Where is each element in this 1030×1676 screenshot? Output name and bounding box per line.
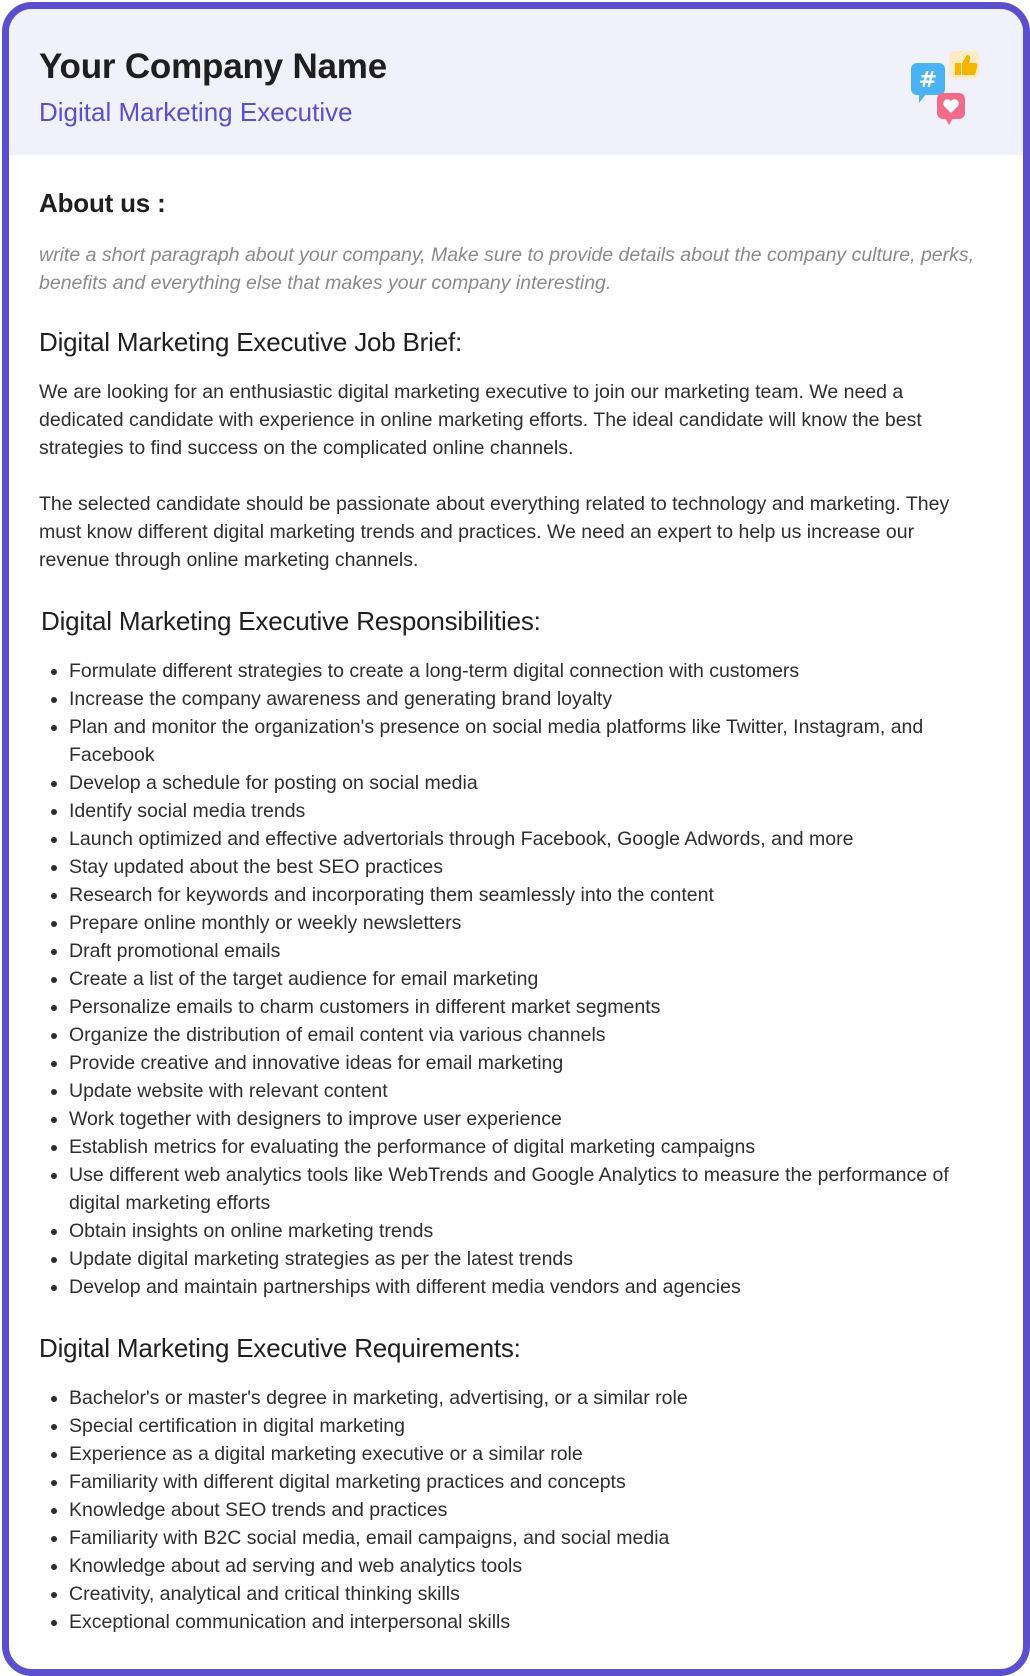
- list-item: • Create a list of the target audience for email marketing: [69, 965, 987, 993]
- svg-text:#: #: [918, 68, 938, 93]
- list-item: • Establish metrics for evaluating the performance of digital marketing campaigns: [69, 1133, 987, 1161]
- list-item: • Knowledge about ad serving and web analytics tools: [69, 1552, 987, 1580]
- job-brief-paragraph: We are looking for an enthusiastic digital marketing executive to join our marketing team. We need a dedicated candidate with experience in online marketing efforts. The ideal candidate will know the best strategies to find success on the complicated online channels.: [39, 381, 922, 459]
- list-item: • Bachelor's or master's degree in marketing, advertising, or a similar role: [69, 1384, 987, 1412]
- list-item: • Experience as a digital marketing executive or a similar role: [69, 1440, 987, 1468]
- list-item: • Develop and maintain partnerships with different media vendors and agencies: [69, 1273, 987, 1301]
- list-item: • Obtain insights on online marketing trends: [69, 1217, 987, 1245]
- list-item: • Formulate different strategies to create a long-term digital connection with customers: [69, 657, 987, 685]
- list-item: • Research for keywords and incorporating them seamlessly into the content: [69, 881, 987, 909]
- content: [9, 155, 1023, 1636]
- list-item: • Launch optimized and effective advertorials through Facebook, Google Adwords, and more: [69, 825, 987, 853]
- list-item: • Personalize emails to charm customers in different market segments: [69, 993, 987, 1021]
- responsibilities-list: [39, 657, 987, 1301]
- about-heading: About us :: [39, 188, 166, 218]
- company-name: Your Company Name: [39, 47, 387, 86]
- list-item: • Knowledge about SEO trends and practices: [69, 1496, 987, 1524]
- list-item: • Work together with designers to improve user experience: [69, 1105, 987, 1133]
- social-media-icon: [905, 43, 995, 133]
- list-item: • Use different web analytics tools like WebTrends and Google Analytics to measure the performance of digital marketing efforts: [69, 1161, 987, 1217]
- list-item: • Stay updated about the best SEO practices: [69, 853, 987, 881]
- list-item: • Familiarity with different digital marketing practices and concepts: [69, 1468, 987, 1496]
- list-item: • Familiarity with B2C social media, email campaigns, and social media: [69, 1524, 987, 1552]
- requirements-list: [39, 1384, 987, 1636]
- header: [9, 9, 1023, 155]
- list-item: • Plan and monitor the organization's presence on social media platforms like Twitter, Instagram, and Facebook: [69, 713, 987, 769]
- list-item: • Provide creative and innovative ideas for email marketing: [69, 1049, 987, 1077]
- list-item: • Develop a schedule for posting on social media: [69, 769, 987, 797]
- list-item: • Update website with relevant content: [69, 1077, 987, 1105]
- list-item: • Update digital marketing strategies as per the latest trends: [69, 1245, 987, 1273]
- job-title: Digital Marketing Executive: [39, 97, 353, 127]
- list-item: • Special certification in digital marketing: [69, 1412, 987, 1440]
- job-description-card: [2, 2, 1030, 1676]
- list-item: • Prepare online monthly or weekly newsletters: [69, 909, 987, 937]
- responsibilities-heading: Digital Marketing Executive Responsibilities:: [41, 606, 541, 636]
- job-brief-heading: Digital Marketing Executive Job Brief:: [39, 327, 463, 357]
- list-item: • Increase the company awareness and generating brand loyalty: [69, 685, 987, 713]
- list-item: • Identify social media trends: [69, 797, 987, 825]
- job-brief-paragraph: The selected candidate should be passionate about everything related to technology and marketing. They must know different digital marketing trends and practices. We need an expert to help us increase our revenue through online marketing channels.: [39, 493, 950, 571]
- list-item: • Exceptional communication and interpersonal skills: [69, 1608, 987, 1636]
- list-item: • Organize the distribution of email content via various channels: [69, 1021, 987, 1049]
- requirements-heading: Digital Marketing Executive Requirements:: [39, 1333, 521, 1363]
- list-item: • Creativity, analytical and critical thinking skills: [69, 1580, 987, 1608]
- about-text: write a short paragraph about your company, Make sure to provide details about the company culture, perks, benefits and everything else that makes your company interesting.: [39, 244, 975, 294]
- list-item: • Draft promotional emails: [69, 937, 987, 965]
